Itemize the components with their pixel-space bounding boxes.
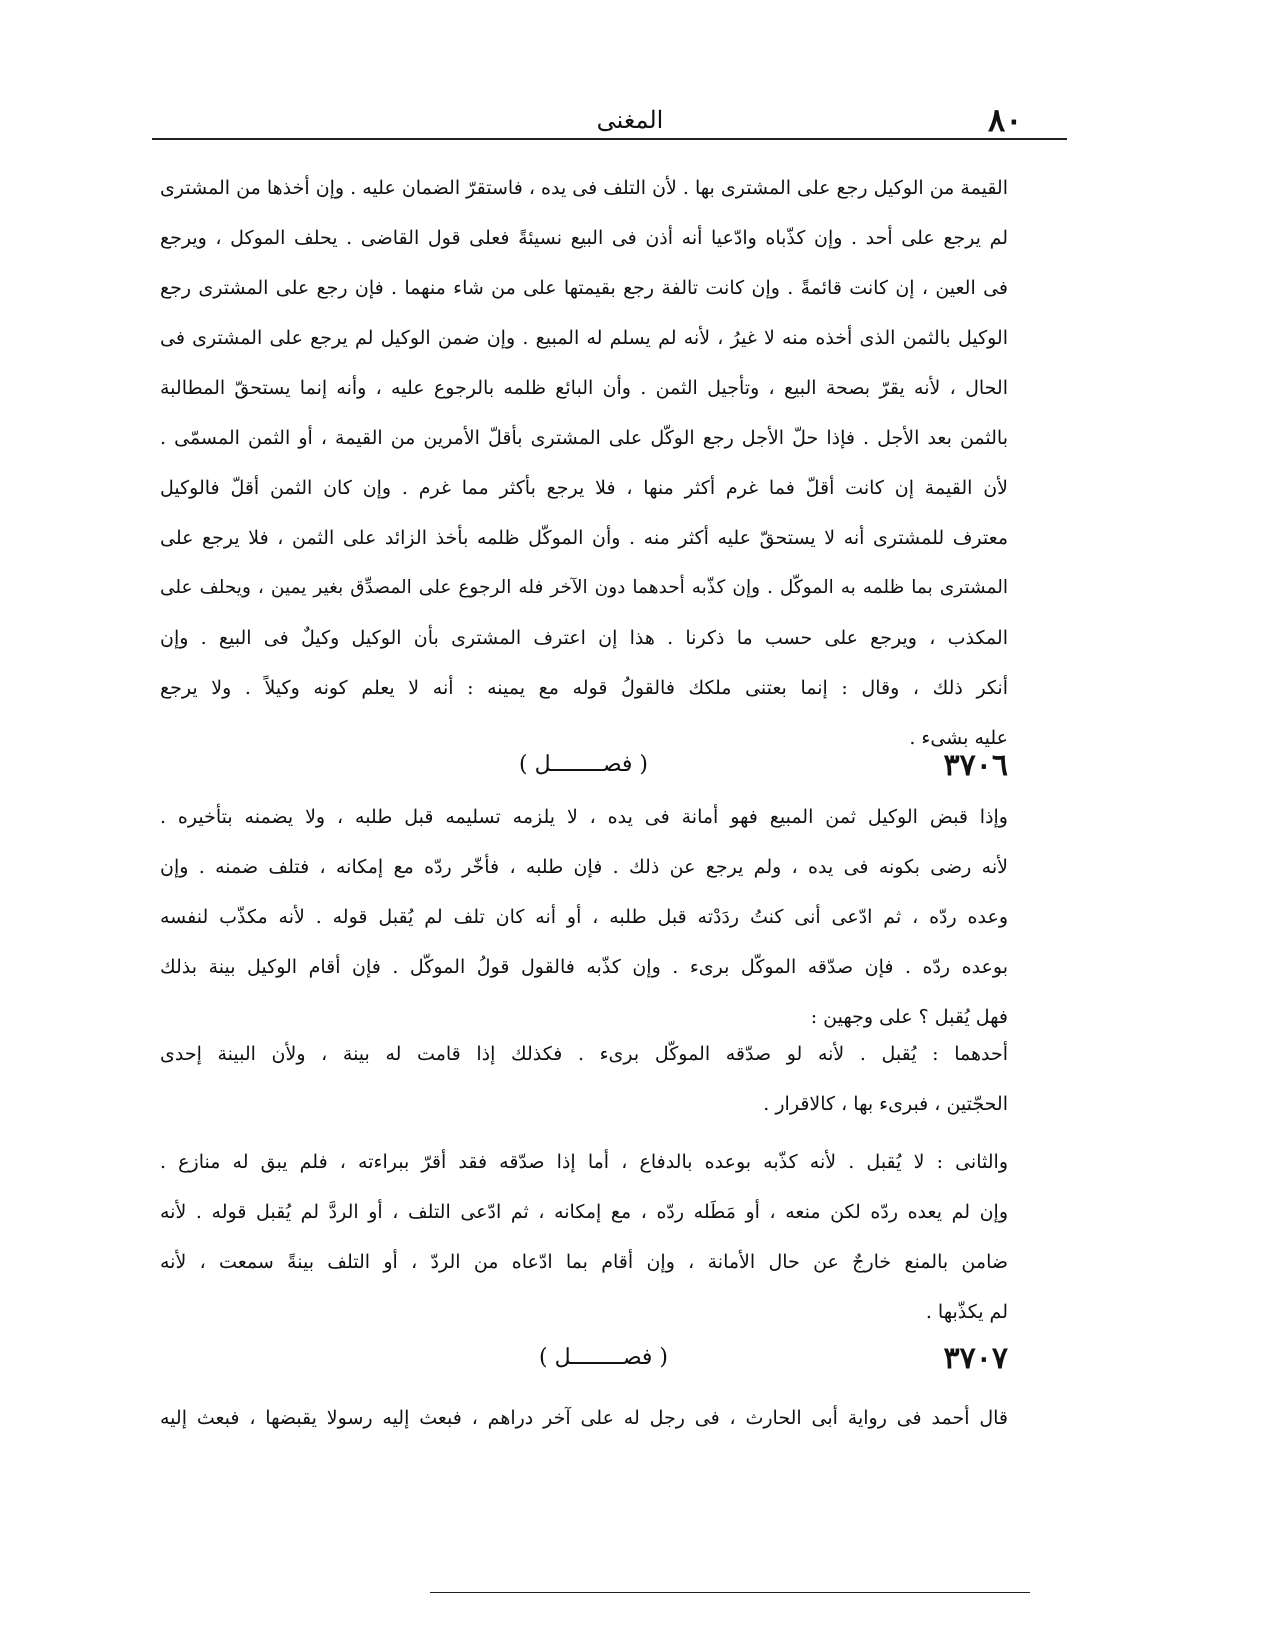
text-line: بالثمن بعد الأجل . فإذا حلّ الأجل رجع الوكّل على المشترى بأقلّ الأمرين من القيمة ، أو الثمن المسمّى . <box>160 427 1008 449</box>
text-line: لم يرجع على أحد . وإن كذّباه وادّعيا أنه أذن فى البيع نسيئةً فعلى قول القاضى . يحلف الموكل ، ويرجع <box>160 227 1008 249</box>
text-line: الوكيل بالثمن الذى أخذه منه لا غيرُ ، لأنه لم يسلم له المبيع . وإن ضمن الوكيل لم يرجع على المشترى فى <box>160 327 1008 349</box>
text-line: بوعده ردّه . فإن صدّقه الموكّل برىء . وإن كذّبه فالقول قولُ الموكّل . فإن أقام الوكيل بينة بذلك <box>160 956 1008 978</box>
text-line: الحال ، لأنه يقرّ بصحة البيع ، وتأجيل الثمن . وأن البائع ظلمه بالرجوع عليه ، وأنه إنما يستحقّ المطالبة <box>160 377 1008 399</box>
text-line: وعده ردّه ، ثم ادّعى أنى كنتُ ردَدْته قبل طلبه ، أو أنه كان تلف لم يُقبل قوله . لأنه مكذّب لنفسه <box>160 906 1009 928</box>
paragraph-block-2 <box>160 792 1008 1042</box>
text-line: لأن القيمة إن كانت أقلّ فما غرم أكثر منها ، فلا يرجع بأكثر مما غرم . وإن كان الثمن أقلّ فالوكيل <box>160 477 1008 499</box>
text-line: أنكر ذلك ، وقال : إنما بعتنى ملكك فالقولُ قوله مع يمينه : أنه لا يعلم كونه وكيلاً . ولا يرجع <box>160 677 1008 699</box>
text-line: الحجّتين ، فبرىء بها ، كالاقرار . <box>763 1093 1008 1115</box>
paragraph-block-1 <box>160 163 1008 763</box>
section-title: ( فصــــــــل ) <box>519 752 648 777</box>
section-heading-3707 <box>160 1341 1008 1381</box>
text-line: وإن لم يعده ردّه لكن منعه ، أو مَطَله ردّه ، مع إمكانه ، ثم ادّعى التلف ، أو الردَّ لم يُقبل قوله . لأنه <box>160 1201 1008 1223</box>
paragraph-block-5 <box>160 1393 1008 1443</box>
text-line: لأنه رضى بكونه فى يده ، ولم يرجع عن ذلك . فإن طلبه ، فأخّر ردّه مع إمكانه ، فتلف ضمنه . وإن <box>160 856 1008 878</box>
text-line: فى العين ، إن كانت قائمةً . وإن كانت تالفة رجع بقيمتها على من شاء منهما . فإن رجع على المشترى رجع <box>160 277 1008 299</box>
text-line: معترف للمشترى أنه لا يستحقّ عليه أكثر منه . وأن الموكّل ظلمه بأخذ الزائد على الثمن ، فلا يرجع على <box>160 527 1008 549</box>
text-line: قال أحمد فى رواية أبى الحارث ، فى رجل له على آخر دراهم ، فبعث إليه رسولا يقبضها ، فبعث إليه <box>160 1407 1008 1429</box>
page-number: ٨٠ <box>988 101 1023 139</box>
text-line: أحدهما : يُقبل . لأنه لو صدّقه الموكّل برىء . فكذلك إذا قامت له بينة ، ولأن البينة إحدى <box>160 1043 1008 1065</box>
text-line: لم يكذّبها . <box>925 1301 1008 1323</box>
text-line: وإذا قبض الوكيل ثمن المبيع فهو أمانة فى يده ، لا يلزمه تسليمه قبل طلبه ، ولا يضمنه بتأخيره . <box>160 806 1008 828</box>
running-title: المغنى <box>596 106 664 134</box>
text-line: ضامن بالمنع خارجٌ عن حال الأمانة ، وإن أقام بما ادّعاه من الردّ ، أو التلف بينةً سمعت ، لأنه <box>160 1251 1009 1273</box>
text-line: عليه بشىء . <box>909 727 1008 749</box>
text-line: والثانى : لا يُقبل . لأنه كذّبه بوعده بالدفاع ، أما إذا صدّقه فقد أقرّ ببراءته ، فلم يبق له منازع . <box>160 1151 1008 1173</box>
section-number: ٣٧٠٦ <box>943 748 1008 783</box>
text-line: القيمة من الوكيل رجع على المشترى بها . لأن التلف فى يده ، فاستقرّ الضمان عليه . وإن أخذها من المشترى <box>160 177 1008 199</box>
text-line: فهل يُقبل ؟ على وجهين : <box>810 1006 1008 1028</box>
header-divider <box>152 138 1067 140</box>
section-title: ( فصــــــــل ) <box>539 1345 668 1370</box>
paragraph-block-4 <box>160 1137 1008 1337</box>
section-number: ٣٧٠٧ <box>943 1341 1008 1376</box>
section-heading-3706 <box>160 748 1008 788</box>
footer-divider <box>430 1592 1030 1593</box>
text-line: المكذب ، ويرجع على حسب ما ذكرنا . هذا إن اعترف المشترى بأن الوكيل وكيلٌ فى البيع . وإن <box>160 627 1008 649</box>
text-line: المشترى بما ظلمه به الموكّل . وإن كذّبه أحدهما دون الآخر فله الرجوع على المصدِّق بغير يمين ، ويحلف على <box>160 577 1008 598</box>
paragraph-block-3 <box>160 1029 1008 1129</box>
